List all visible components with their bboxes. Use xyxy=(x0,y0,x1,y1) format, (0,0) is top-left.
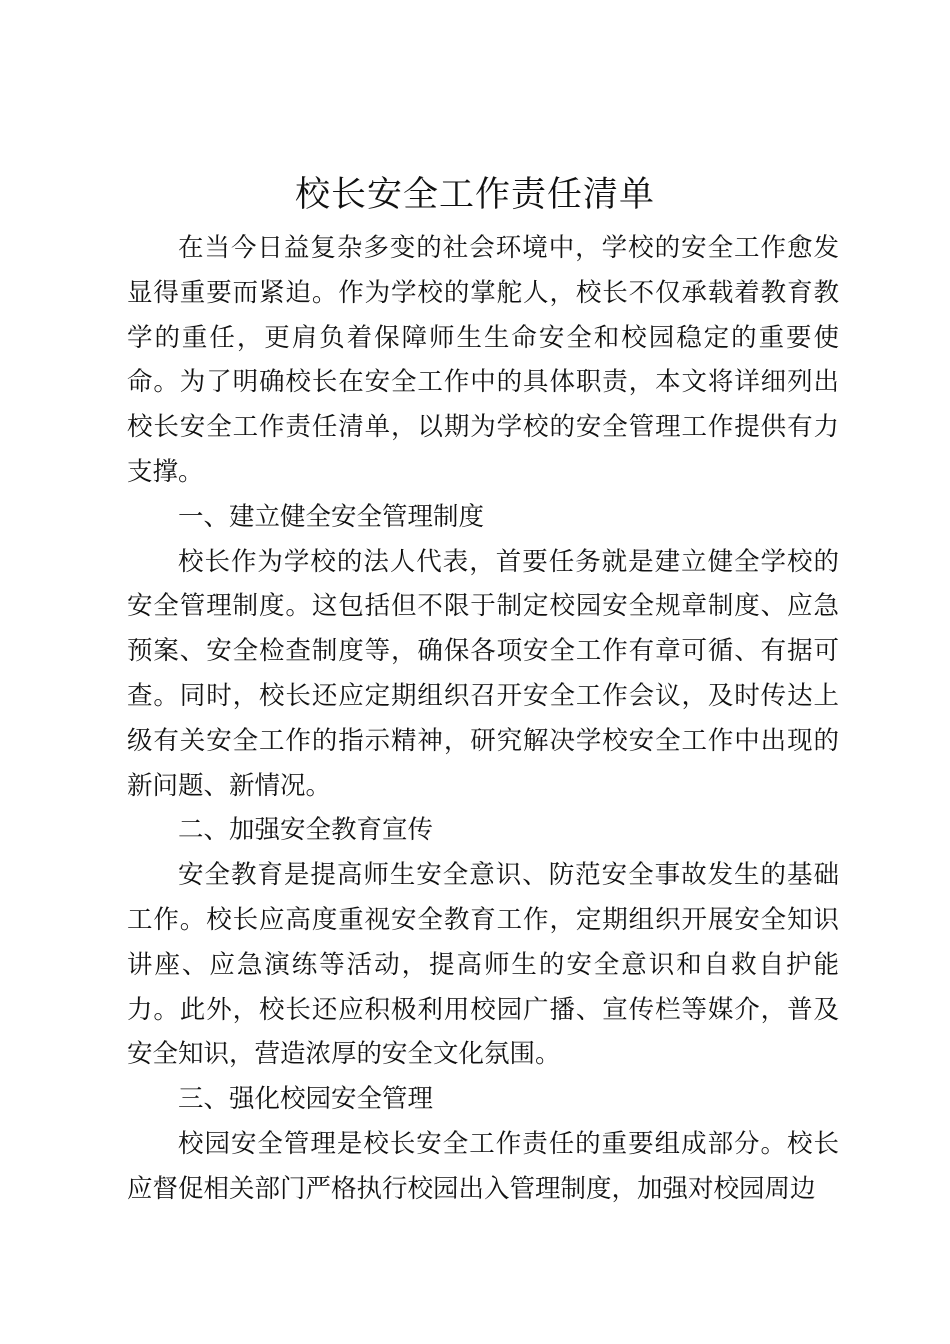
section-heading-2: 二、加强安全教育宣传 xyxy=(178,815,434,846)
document-title: 校长安全工作责任清单 xyxy=(294,175,655,215)
section-paragraph-2: 安全教育是提高师生安全意识、防范安全事故发生的基础工作。校长应高度重视安全教育工作，定期组织开展安全知识讲座、应急演练等活动，提高师生的安全意识和自救自护能力。此外，校长还应积极利用校园广播、宣传栏等媒介，普及安全知识，营造浓厚的安全文化氛围。 xyxy=(127,860,839,1070)
intro-paragraph: 在当今日益复杂多变的社会环境中，学校的安全工作愈发显得重要而紧迫。作为学校的掌舵人，校长不仅承载着教育教学的重任，更肩负着保障师生生命安全和校园稳定的重要使命。为了明确校长在安全工作中的具体职责，本文将详细列出校长安全工作责任清单，以期为学校的安全管理工作提供有力支撑。 xyxy=(127,233,839,487)
section-paragraph-3: 校园安全管理是校长安全工作责任的重要组成部分。校长应督促相关部门严格执行校园出入管理制度，加强对校园周边 xyxy=(127,1128,839,1204)
document-body xyxy=(127,226,839,1212)
section-paragraph-1: 校长作为学校的法人代表，首要任务就是建立健全学校的安全管理制度。这包括但不限于制定校园安全规章制度、应急预案、安全检查制度等，确保各项安全工作有章可循、有据可查。同时，校长还应定期组织召开安全工作会议，及时传达上级有关安全工作的指示精神，研究解决学校安全工作中出现的新问题、新情况。 xyxy=(127,546,839,801)
section-heading-1: 一、建立健全安全管理制度 xyxy=(178,501,485,532)
section-heading-3: 三、强化校园安全管理 xyxy=(178,1084,434,1115)
